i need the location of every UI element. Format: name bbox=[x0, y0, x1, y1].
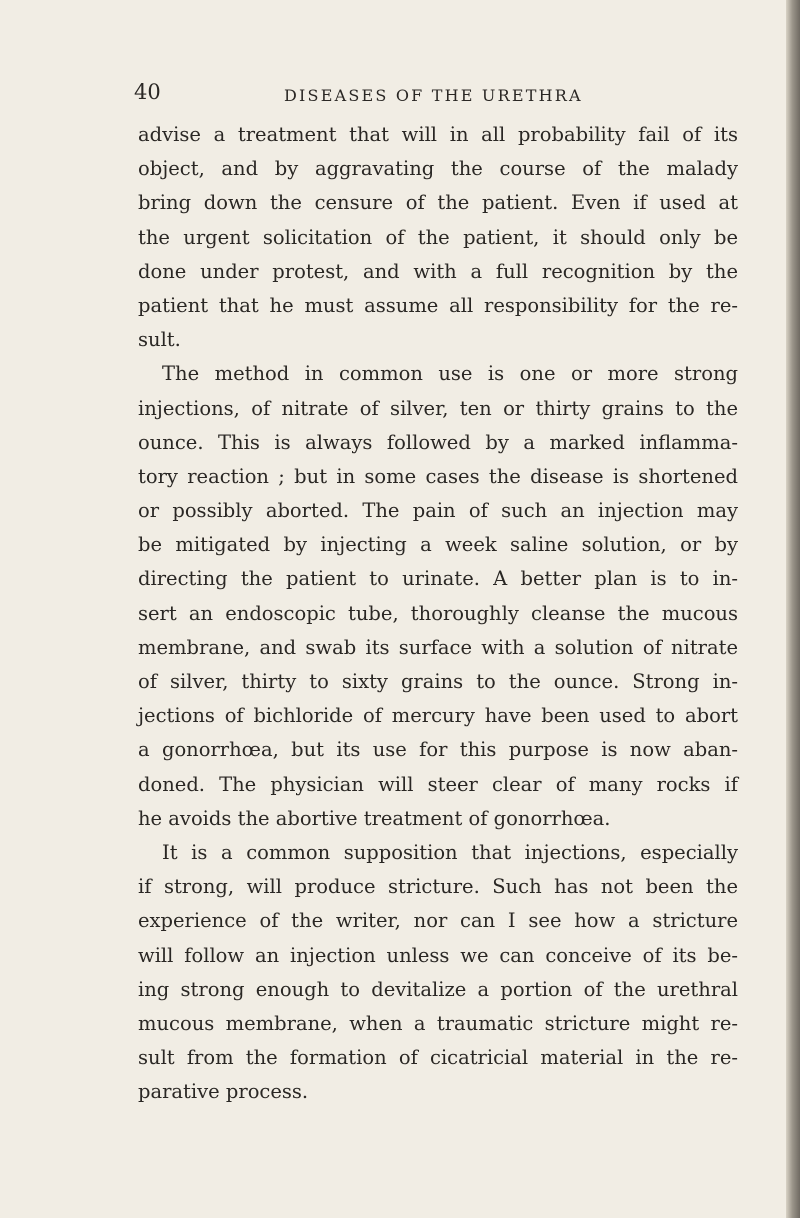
text-line: jections of bichloride of mercury have been used to abort bbox=[138, 704, 738, 728]
text-line: doned. The physician will steer clear of many rocks if bbox=[138, 772, 738, 796]
text-line: if strong, will produce stricture. Such has not been the bbox=[138, 875, 738, 899]
text-line: ounce. This is always followed by a marked inflamma- bbox=[138, 430, 738, 454]
text-line: advise a treatment that will in all probability fail of its bbox=[138, 123, 738, 146]
text-line: sult. bbox=[138, 328, 181, 352]
body-text bbox=[138, 118, 738, 1109]
paragraph bbox=[138, 118, 738, 357]
text-line: sert an endoscopic tube, thoroughly cleanse the mucous bbox=[138, 601, 738, 625]
text-line: membrane, and swab its surface with a solution of nitrate bbox=[138, 635, 738, 659]
text-line: It is a common supposition that injections, especially bbox=[162, 840, 738, 864]
paragraph bbox=[138, 357, 738, 836]
text-line: or possibly aborted. The pain of such an injection may bbox=[138, 499, 738, 523]
text-line: sult from the formation of cicatricial material in the re- bbox=[138, 1046, 738, 1070]
text-line: of silver, thirty to sixty grains to the ounce. Strong in- bbox=[138, 670, 738, 693]
text-line: experience of the writer, nor can I see how a stricture bbox=[138, 909, 738, 933]
text-line: object, and by aggravating the course of the malady bbox=[138, 157, 738, 181]
page-edge-shadow bbox=[786, 0, 800, 1218]
text-line: mucous membrane, when a traumatic stricture might re- bbox=[138, 1011, 738, 1035]
text-line: injections, of nitrate of silver, ten or thirty grains to the bbox=[138, 396, 738, 420]
text-line: tory reaction ; but in some cases the disease is shortened bbox=[138, 464, 738, 488]
text-line: done under protest, and with a full recognition by the bbox=[138, 259, 738, 283]
text-line: directing the patient to urinate. A better plan is to in- bbox=[138, 567, 738, 591]
text-line: bring down the censure of the patient. Even if used at bbox=[138, 191, 738, 215]
page-number: 40 bbox=[134, 80, 161, 104]
text-line: parative process. bbox=[138, 1080, 309, 1104]
text-line: will follow an injection unless we can conceive of its be- bbox=[138, 943, 738, 967]
text-line: patient that he must assume all responsibility for the re- bbox=[138, 293, 738, 317]
text-line: The method in common use is one or more strong bbox=[162, 362, 738, 386]
text-line: a gonorrhœa, but its use for this purpose is now aban- bbox=[138, 738, 738, 762]
text-line: he avoids the abortive treatment of gonorrhœa. bbox=[138, 806, 611, 830]
paragraph bbox=[138, 836, 738, 1110]
text-line: ing strong enough to devitalize a portion of the urethral bbox=[138, 977, 738, 1001]
text-line: the urgent solicitation of the patient, it should only be bbox=[138, 225, 738, 249]
running-head: DISEASES OF THE URETHRA bbox=[284, 86, 583, 105]
text-line: be mitigated by injecting a week saline solution, or by bbox=[138, 533, 738, 557]
